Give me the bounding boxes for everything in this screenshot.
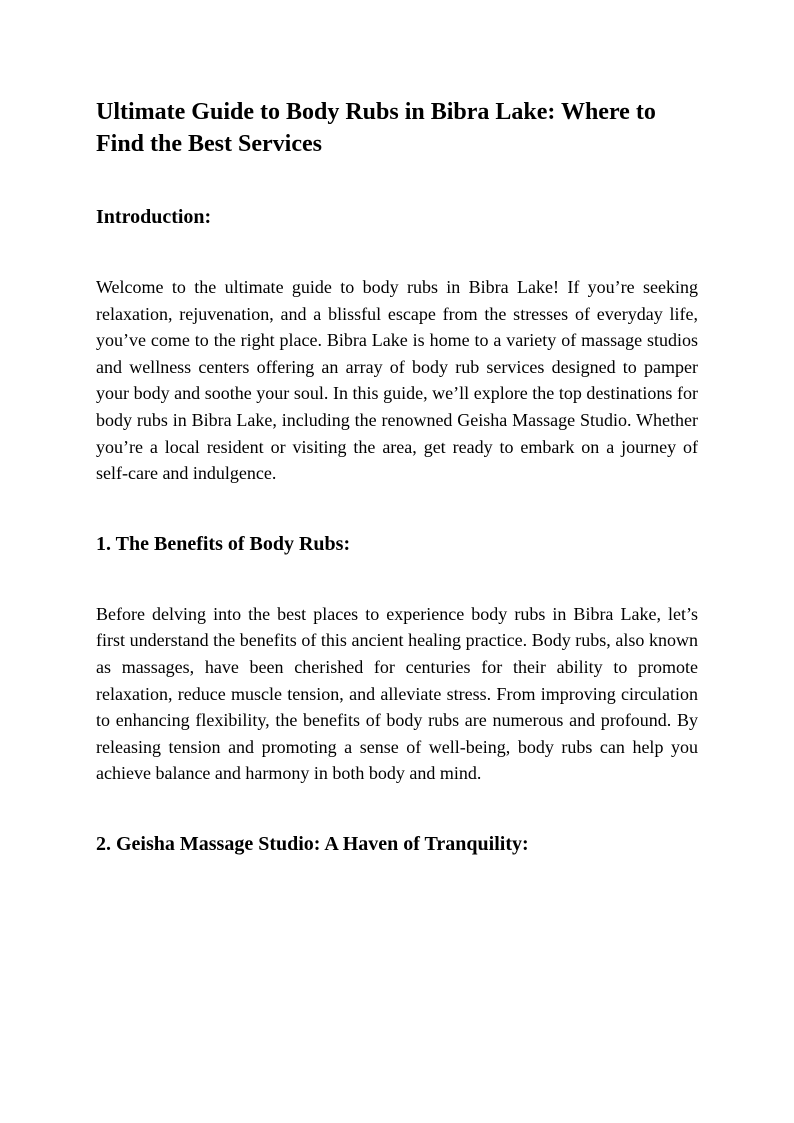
section-paragraph-introduction: Welcome to the ultimate guide to body rubs in Bibra Lake! If you’re seeking relaxation, rejuvenation, and a blissful escape from the stresses of everyday life, you’ve come to the right place. Bibra Lake is home to a variety of massage studios and wellness centers offering an array of body rub services designed to pamper your body and soothe your soul. In this guide, we’ll explore the top destinations for body rubs in Bibra Lake, including the renowned Geisha Massage Studio. Whether you’re a local resident or visiting the area, get ready to embark on a journey of self-care and indulgence.: [96, 277, 698, 484]
document-title: Ultimate Guide to Body Rubs in Bibra Lake: Where to Find the Best Services: [96, 99, 656, 157]
section-paragraph-benefits: Before delving into the best places to experience body rubs in Bibra Lake, let’s first understand the benefits of this ancient healing practice. Body rubs, also known as massages, have been cherished for centuries for their ability to promote relaxation, reduce muscle tension, and alleviate stress. From improving circulation to enhancing flexibility, the benefits of body rubs are numerous and profound. By releasing tension and promoting a sense of well-being, body rubs can help you achieve balance and harmony in both body and mind.: [96, 603, 698, 784]
section-heading-introduction: Introduction:: [96, 206, 212, 228]
section-heading-geisha-studio: 2. Geisha Massage Studio: A Haven of Tranquility:: [96, 832, 529, 855]
document-page: [96, 96, 698, 857]
section-heading-benefits: 1. The Benefits of Body Rubs:: [96, 532, 351, 555]
